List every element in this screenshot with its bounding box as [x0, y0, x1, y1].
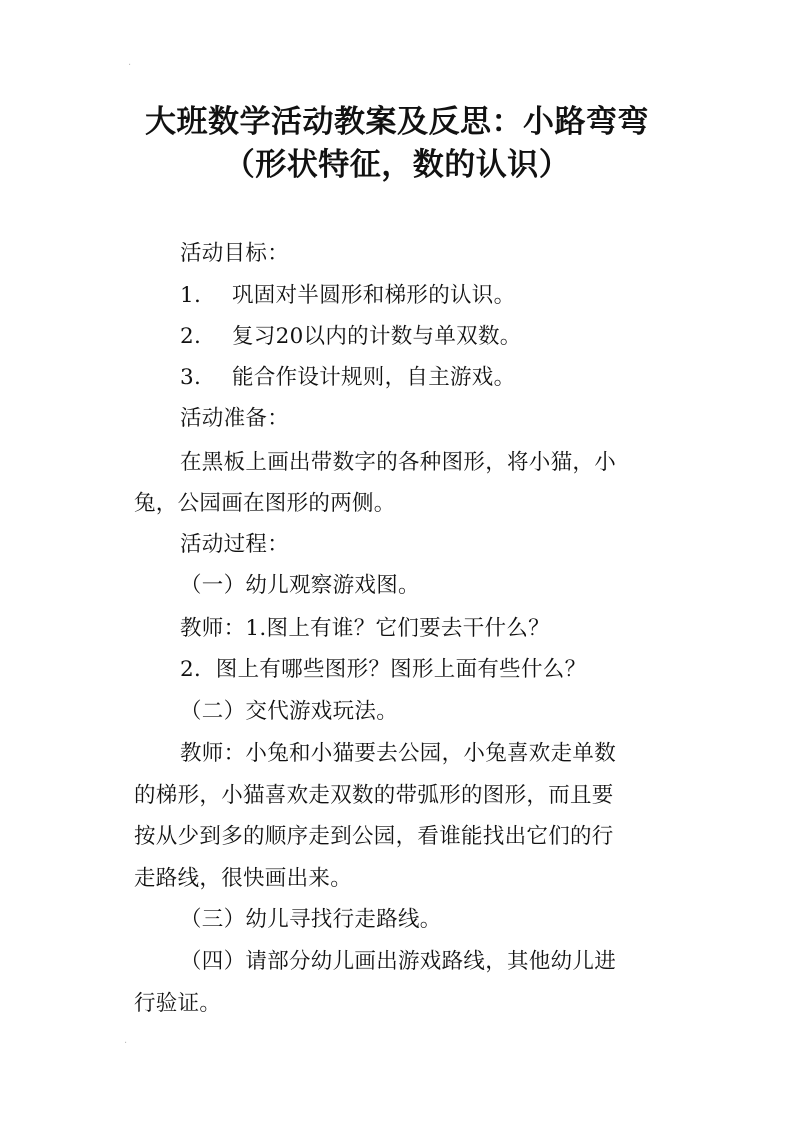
goal-item-2: [180, 322, 522, 352]
goal-text: 能合作设计规则，自主游戏。: [232, 365, 516, 390]
goal-text: 复习20以内的计数与单双数。: [232, 324, 522, 349]
prep-paragraph-line-2: 兔，公园画在图形的两侧。: [134, 491, 396, 516]
goal-item-1: [180, 281, 515, 311]
goal-text: 巩固对半圆形和梯形的认识。: [232, 283, 516, 308]
step-1-question-2: 2．图上有哪些图形？图形上面有些什么？: [180, 657, 587, 682]
scan-mark-top: ·: [128, 60, 132, 71]
prep-heading: 活动准备：: [180, 406, 290, 431]
step-1-question-1: 教师：1.图上有谁？它们要去干什么？: [180, 616, 550, 641]
page-title-line-2: （形状特征，数的认识）: [223, 147, 571, 183]
step-2-paragraph-line-4: 走路线，很快画出来。: [134, 866, 353, 891]
goal-number: 3.: [180, 365, 202, 390]
step-4-paragraph-line-1: （四）请部分幼儿画出游戏路线，其他幼儿进: [180, 949, 617, 974]
step-2-paragraph-line-2: 的梯形，小猫喜欢走双数的带弧形的图形，而且要: [134, 783, 614, 808]
step-4-paragraph-line-2: 行验证。: [134, 991, 222, 1016]
prep-paragraph-line-1: 在黑板上画出带数字的各种图形，将小猫，小: [180, 450, 617, 475]
step-2-paragraph-line-3: 按从少到多的顺序走到公园，看谁能找出它们的行: [134, 824, 614, 849]
scan-mark-bottom: ·: [124, 1038, 128, 1049]
step-2-heading: （二）交代游戏玩法。: [180, 699, 399, 724]
goals-heading: 活动目标：: [180, 241, 290, 266]
page-title-line-1: 大班数学活动教案及反思：小路弯弯: [145, 104, 649, 140]
step-2-paragraph-line-1: 教师：小兔和小猫要去公园，小兔喜欢走单数: [180, 741, 617, 766]
goal-number: 2.: [180, 324, 202, 349]
goal-number: 1.: [180, 283, 202, 308]
process-heading: 活动过程：: [180, 532, 290, 557]
goal-item-3: [180, 363, 515, 393]
step-1-heading: （一）幼儿观察游戏图。: [180, 573, 420, 598]
step-3-heading: （三）幼儿寻找行走路线。: [180, 907, 442, 932]
